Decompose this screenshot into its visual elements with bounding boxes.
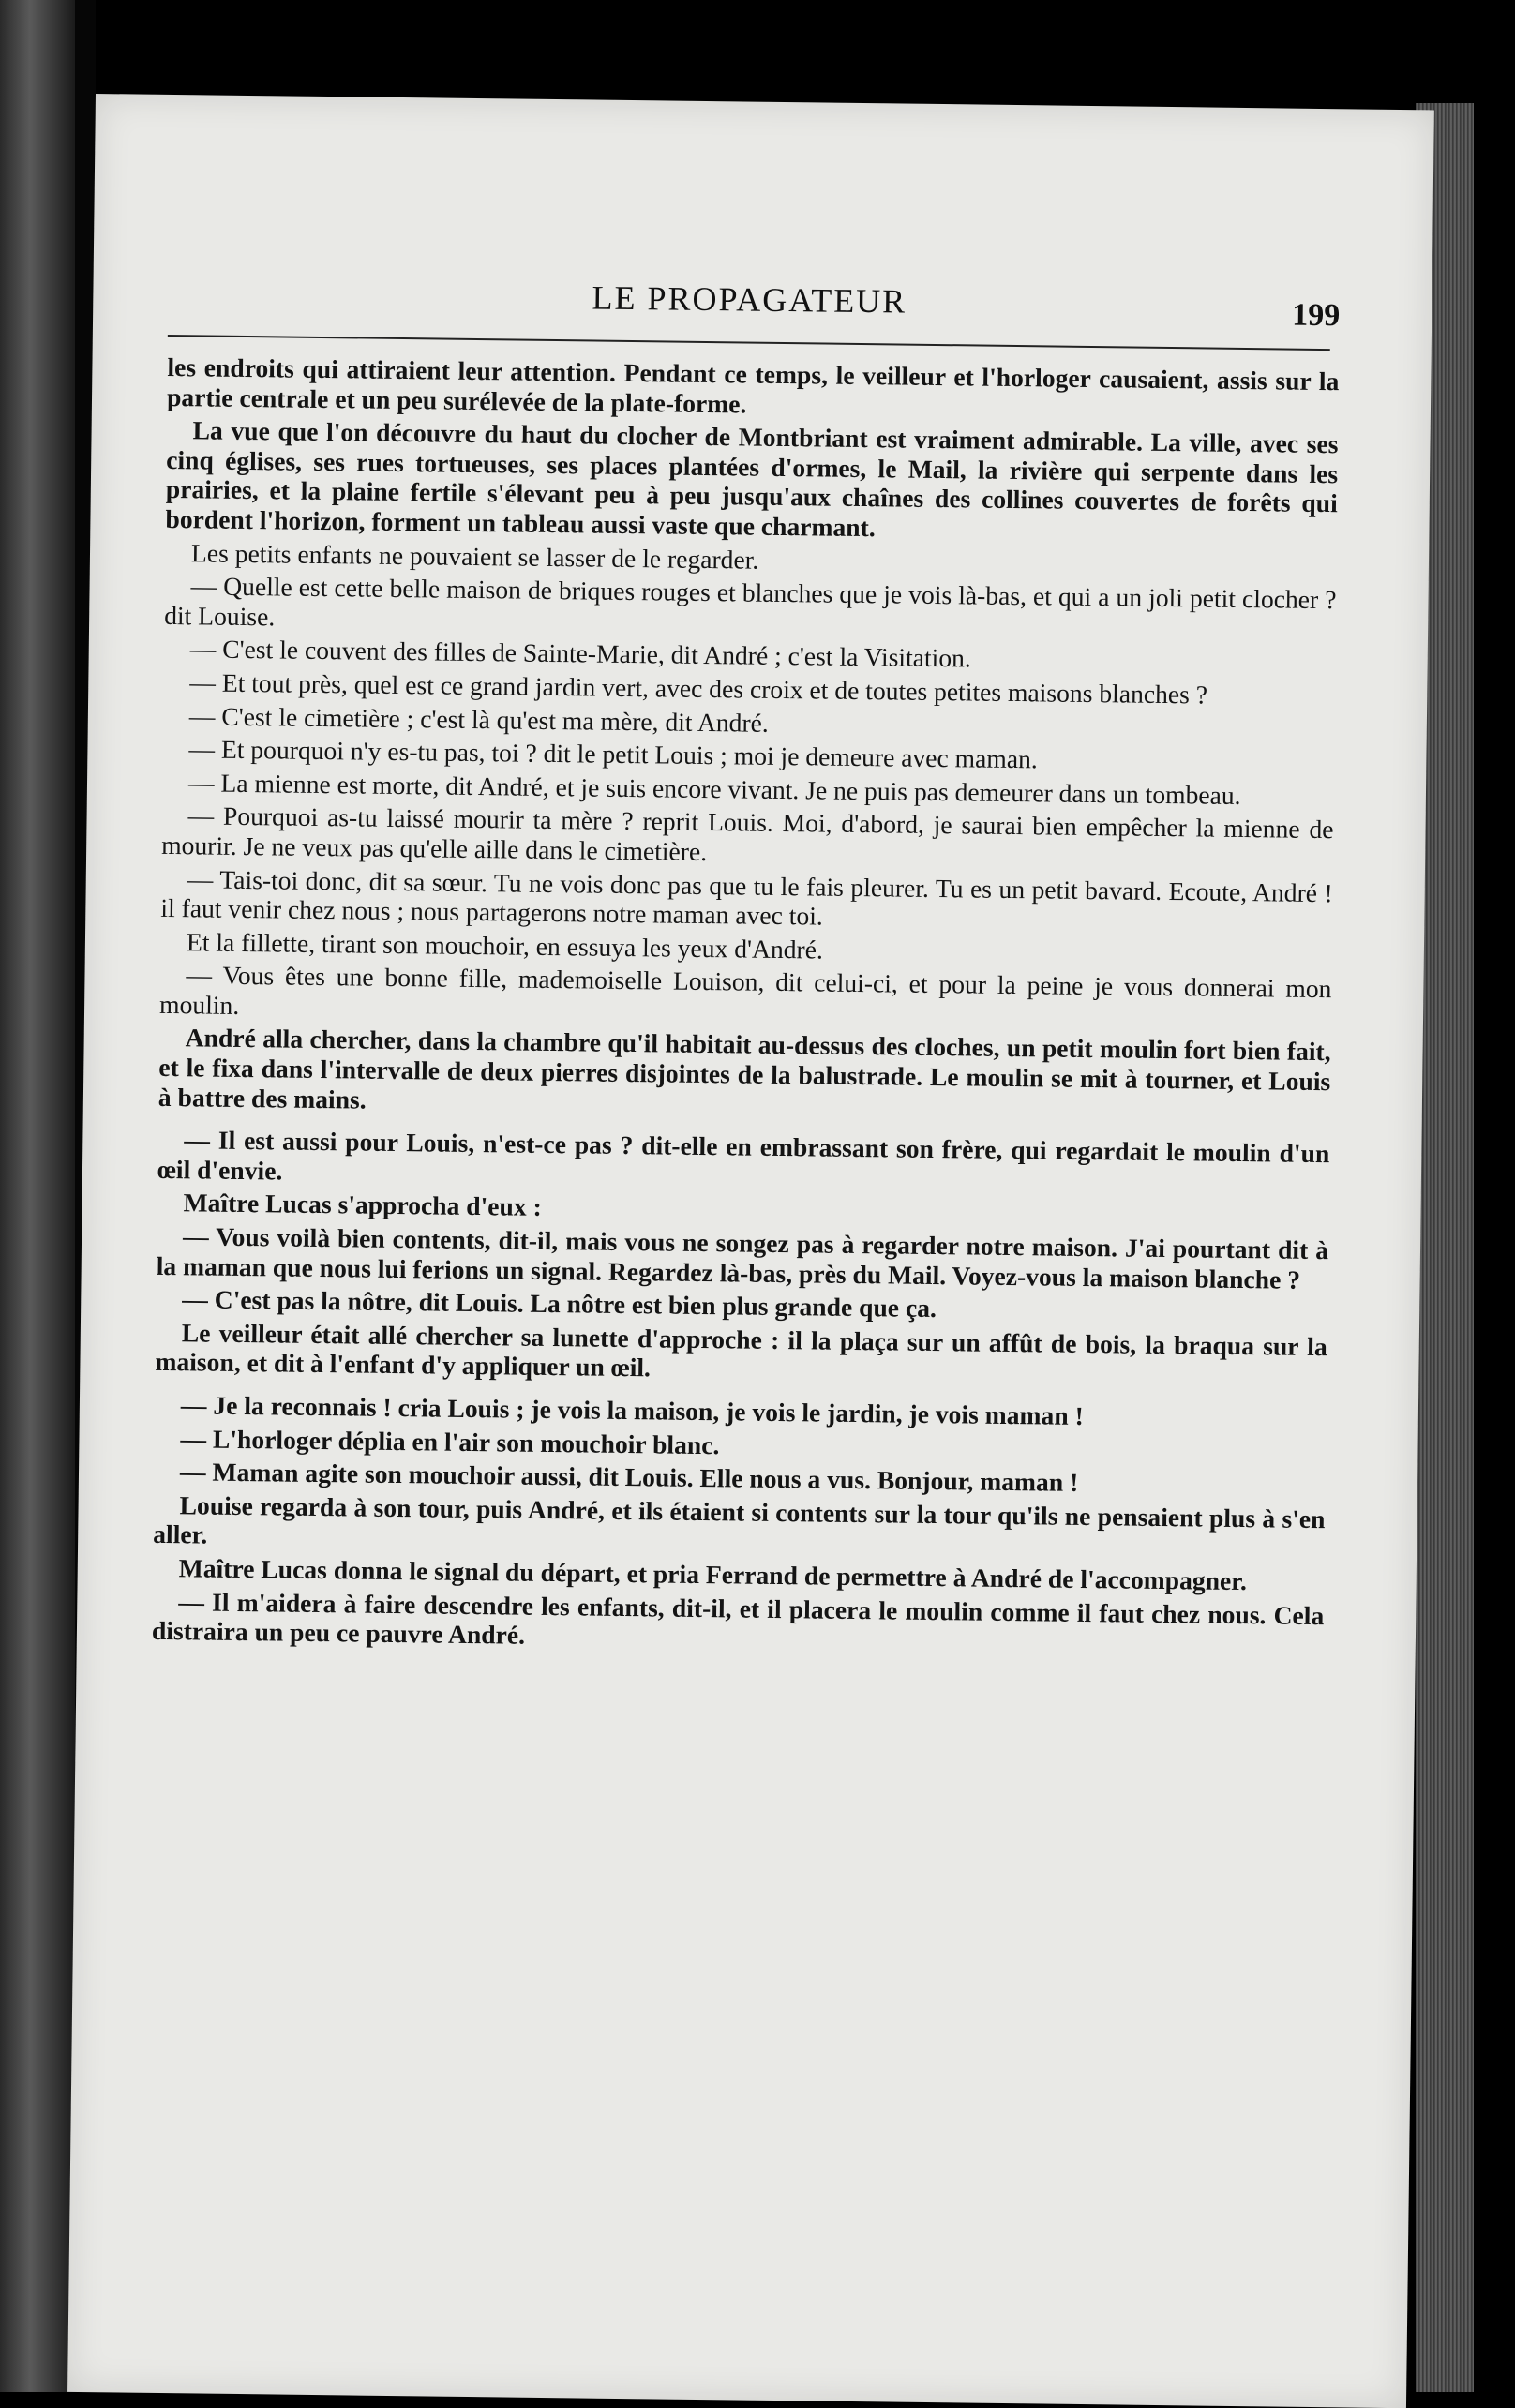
- paragraph: — Tais-toi donc, dit sa sœur. Tu ne vois donc pas que tu le fais pleurer. Tu es un petit bavard. Ecoute, André ! il faut venir chez nous ; nous partagerons notre maman avec toi.: [160, 863, 1333, 931]
- paragraph: Louise regarda à son tour, puis André, et ils étaient si contents sur la tour qu'ils ne pensaient plus à s'en aller.: [153, 1489, 1326, 1549]
- paragraph: André alla chercher, dans la chambre qu'il habitait au-dessus des cloches, un petit moulin fort bien fait, et le fixa dans l'intervalle de deux pierres disjointes de la balustrade. Le moulin se mit à tourner, et Louis à battre des mains.: [158, 1023, 1331, 1114]
- paragraph: — Il m'aidera à faire descendre les enfants, dit-il, et il placera le moulin comme il faut chez nous. Cela distraira un peu ce pauvre André.: [151, 1586, 1325, 1650]
- page-number: 199: [1291, 297, 1341, 334]
- paragraph: — Quelle est cette belle maison de briques rouges et blanches que je vois là-bas, et qui a un joli petit clocher ? dit Louise.: [164, 571, 1337, 632]
- book-page: [68, 94, 1434, 2408]
- page-body-text: [152, 352, 1340, 1664]
- paragraph: les endroits qui attiraient leur attention. Pendant ce temps, le veilleur et l'horloger causaient, assis sur la partie centrale et un peu surélevée de la plate-forme.: [166, 351, 1340, 419]
- paragraph: — Il est aussi pour Louis, n'est-ce pas ? dit-elle en embrassant son frère, qui regardait le moulin d'un œil d'envie.: [157, 1125, 1330, 1186]
- paragraph: — Maman agite son mouchoir aussi, dit Louis. Elle nous a vus. Bonjour, maman !: [179, 1457, 1079, 1498]
- paragraph: Et la fillette, tirant son mouchoir, en essuya les yeux d'André.: [186, 926, 824, 965]
- running-title: LE PROPAGATEUR: [592, 278, 908, 321]
- paragraph: — Et tout près, quel est ce grand jardin vert, avec des croix et de toutes petites maisons blanches ?: [189, 667, 1208, 710]
- paragraph: Maître Lucas donna le signal du départ, et pria Ferrand de permettre à André de l'accompagner.: [178, 1553, 1248, 1596]
- paragraph: — Je la reconnais ! cria Louis ; je vois la maison, je vois le jardin, je vois maman !: [180, 1390, 1084, 1430]
- paragraph: — C'est pas la nôtre, dit Louis. La nôtre est bien plus grande que ça.: [182, 1284, 938, 1324]
- page-header: [168, 273, 1341, 343]
- paragraph: — Pourquoi as-tu laissé mourir ta mère ? reprit Louis. Moi, d'abord, je saurai bien empêcher la mienne de mourir. Je ne veux pas qu'elle aille dans le cimetière.: [161, 800, 1334, 866]
- paragraph: — Vous voilà bien contents, dit-il, mais vous ne songez pas à regarder notre maison. J'ai pourtant dit à la maman que nous lui ferions un signal. Regardez là-bas, près du Mail. Voyez-vous la maison blanche ?: [156, 1221, 1329, 1294]
- paragraph: Le veilleur était allé chercher sa lunette d'approche : il la plaça sur un affût de bois, la braqua sur la maison, et dit à l'enfant d'y appliquer un œil.: [155, 1318, 1328, 1383]
- facing-page-edge: [0, 0, 75, 2392]
- paragraph: — Et pourquoi n'y es-tu pas, toi ? dit le petit Louis ; moi je demeure avec maman.: [188, 734, 1038, 774]
- paragraph: — C'est le couvent des filles de Sainte-Marie, dit André ; c'est la Visitation.: [189, 634, 972, 673]
- paragraph: La vue que l'on découvre du haut du clocher de Montbriant est vraiment admirable. La ville, avec ses cinq églises, ses rues tortueuses, ses places plantées d'ormes, le Mail, la rivière qui serpente dans les prairies, et la plaine fertile s'élevant peu à peu jusqu'aux chaînes des collines couvertes de forêts qui bordent l'horizon, forment un tableau aussi vaste que charmant.: [165, 415, 1339, 543]
- paragraph: — L'horloger déplia en l'air son mouchoir blanc.: [180, 1423, 720, 1459]
- paragraph: — C'est le cimetière ; c'est là qu'est ma mère, dit André.: [188, 700, 770, 738]
- paragraph: — Vous êtes une bonne fille, mademoiselle Louison, dit celui-ci, et pour la peine je vous donnerai mon moulin.: [158, 960, 1332, 1020]
- paragraph: Les petits enfants ne pouvaient se lasser de le regarder.: [190, 537, 759, 575]
- paragraph: Maître Lucas s'approcha d'eux :: [183, 1188, 542, 1222]
- paragraph: — La mienne est morte, dit André, et je suis encore vivant. Je ne puis pas demeurer dans un tombeau.: [188, 767, 1241, 810]
